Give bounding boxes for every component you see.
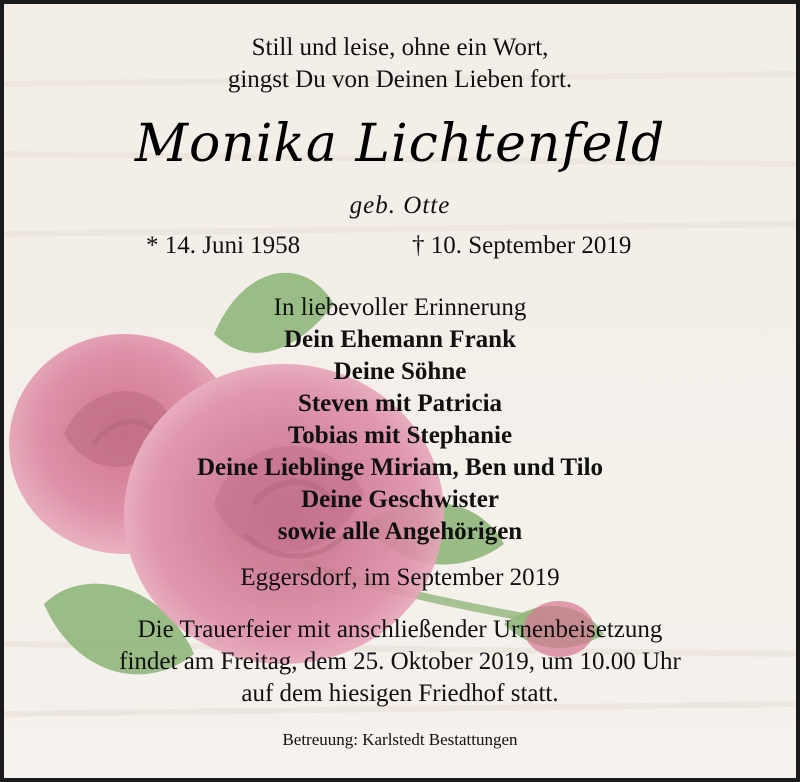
mourners-intro: In liebevoller Erinnerung [273,294,527,321]
service-line: auf dem hiesigen Friedhof statt. [241,680,559,707]
mourner-line: Tobias mit Stephanie [287,422,513,449]
maiden-name: geb. Otte [349,192,451,219]
life-dates [4,232,796,264]
mourner-line: Deine Lieblinge Miriam, Ben und Tilo [196,454,604,481]
mourner-line: sowie alle Angehörigen [277,518,523,545]
poem-line-1: Still und leise, ohne ein Wort, [251,34,549,61]
death-date: † 10. September 2019 [412,232,632,259]
service-line: findet am Freitag, dem 25. Oktober 2019, um 10.00 Uhr [119,648,681,675]
deceased-name: Monika Lichtenfeld [134,114,666,174]
service-line: Die Trauerfeier mit anschließender Urnenbeisetzung [137,616,663,643]
mourner-line: Deine Söhne [333,358,467,385]
undertaker-credit: Betreuung: Karlstedt Bestattungen [282,730,518,749]
mourner-line: Steven mit Patricia [297,390,503,417]
place-date: Eggersdorf, im September 2019 [240,564,560,591]
birth-date: * 14. Juni 1958 [146,232,301,259]
poem-line-2: gingst Du von Deinen Lieben fort. [227,66,573,93]
mourner-line: Dein Ehemann Frank [284,326,516,353]
mourner-line: Deine Geschwister [301,486,499,513]
